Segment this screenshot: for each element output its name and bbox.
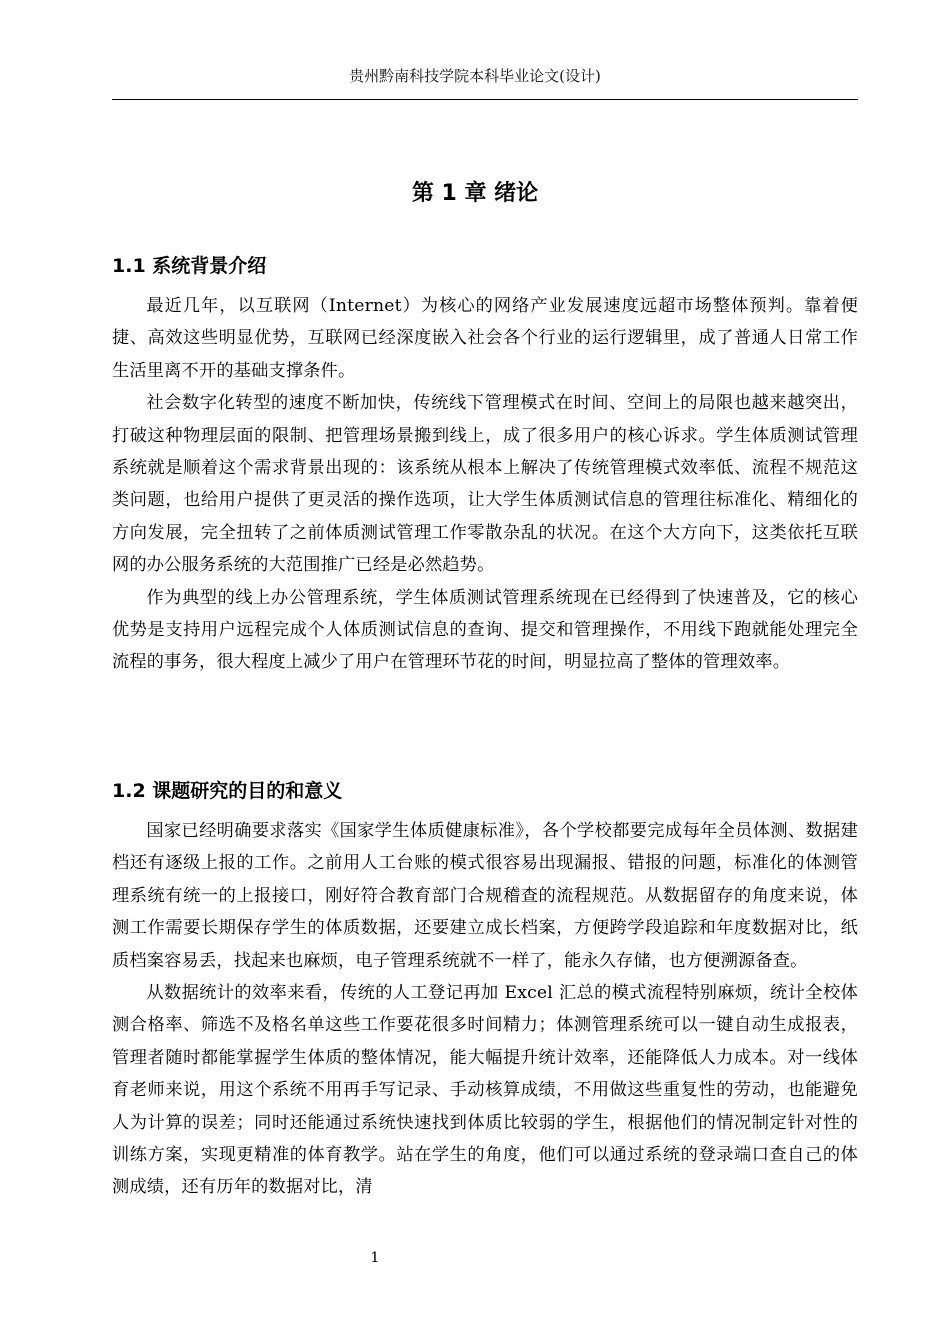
paragraph: 最近几年，以互联网（Internet）为核心的网络产业发展速度远超市场整体预判。靠着便捷、高效这些明显优势，互联网已经深度嵌入社会各个行业的运行逻辑里，成了普通人日常工作生活里离不开的基础支撑条件。 — [112, 296, 858, 381]
paragraph: 从数据统计的效率来看，传统的人工登记再加 Excel 汇总的模式流程特别麻烦，统计全校体测合格率、筛选不及格名单这些工作要花很多时间精力；体测管理系统可以一键自动生成报表，管理者随时都能掌握学生体质的整体情况，能大幅提升统计效率，还能降低人力成本。对一线体育老师来说，用这个系统不用再手写记录、手动核算成绩，不用做这些重复性的劳动，也能避免人为计算的误差；同时还能通过系统快速找到体质比较弱的学生，根据他们的情况制定针对性的训练方案，实现更精准的体育教学。站在学生的角度，他们可以通过系统的登录端口查自己的体测成绩，还有历年的数据对比，清 — [112, 983, 858, 1198]
paragraph: 国家已经明确要求落实《国家学生体质健康标准》，各个学校都要完成每年全员体测、数据建档还有逐级上报的工作。之前用人工台账的模式很容易出现漏报、错报的问题，标准化的体测管理系统有统一的上报接口，刚好符合教育部门合规稽查的流程规范。从数据留存的角度来说，体测工作需要长期保存学生的体质数据，还要建立成长档案，方便跨学段追踪和年度数据对比，纸质档案容易丢，找起来也麻烦，电子管理系统就不一样了，能永久存储，也方便溯源备查。 — [112, 821, 858, 971]
section-heading-1-1: 1.1 系统背景介绍 — [112, 255, 267, 277]
section-body-1-2 — [112, 815, 858, 1204]
paragraph: 作为典型的线上办公管理系统，学生体质测试管理系统现在已经得到了快速普及，它的核心优势是支持用户远程完成个人体质测试信息的查询、提交和管理操作，不用线下跑就能处理完全流程的事务，很大程度上减少了用户在管理环节花的时间，明显拉高了整体的管理效率。 — [112, 587, 858, 673]
chapter-title: 第 1 章 绪论 — [411, 181, 539, 206]
section-heading-1-2: 1.2 课题研究的目的和意义 — [112, 780, 343, 802]
section-body-1-1 — [112, 290, 858, 679]
paragraph: 社会数字化转型的速度不断加快，传统线下管理模式在时间、空间上的局限也越来越突出，打破这种物理层面的限制、把管理场景搬到线上，成了很多用户的核心诉求。学生体质测试管理系统就是顺着这个需求背景出现的：该系统从根本上解决了传统管理模式效率低、流程不规范这类问题，也给用户提供了更灵活的操作选项，让大学生体质测试信息的管理往标准化、精细化的方向发展，完全扭转了之前体质测试管理工作零散杂乱的状况。在这个大方向下，这类依托互联网的办公服务系统的大范围推广已经是必然趋势。 — [112, 393, 858, 576]
header-divider — [112, 99, 858, 100]
running-header: 贵州黔南科技学院本科毕业论文(设计) — [349, 67, 601, 85]
page-number: 1 — [370, 1250, 380, 1266]
